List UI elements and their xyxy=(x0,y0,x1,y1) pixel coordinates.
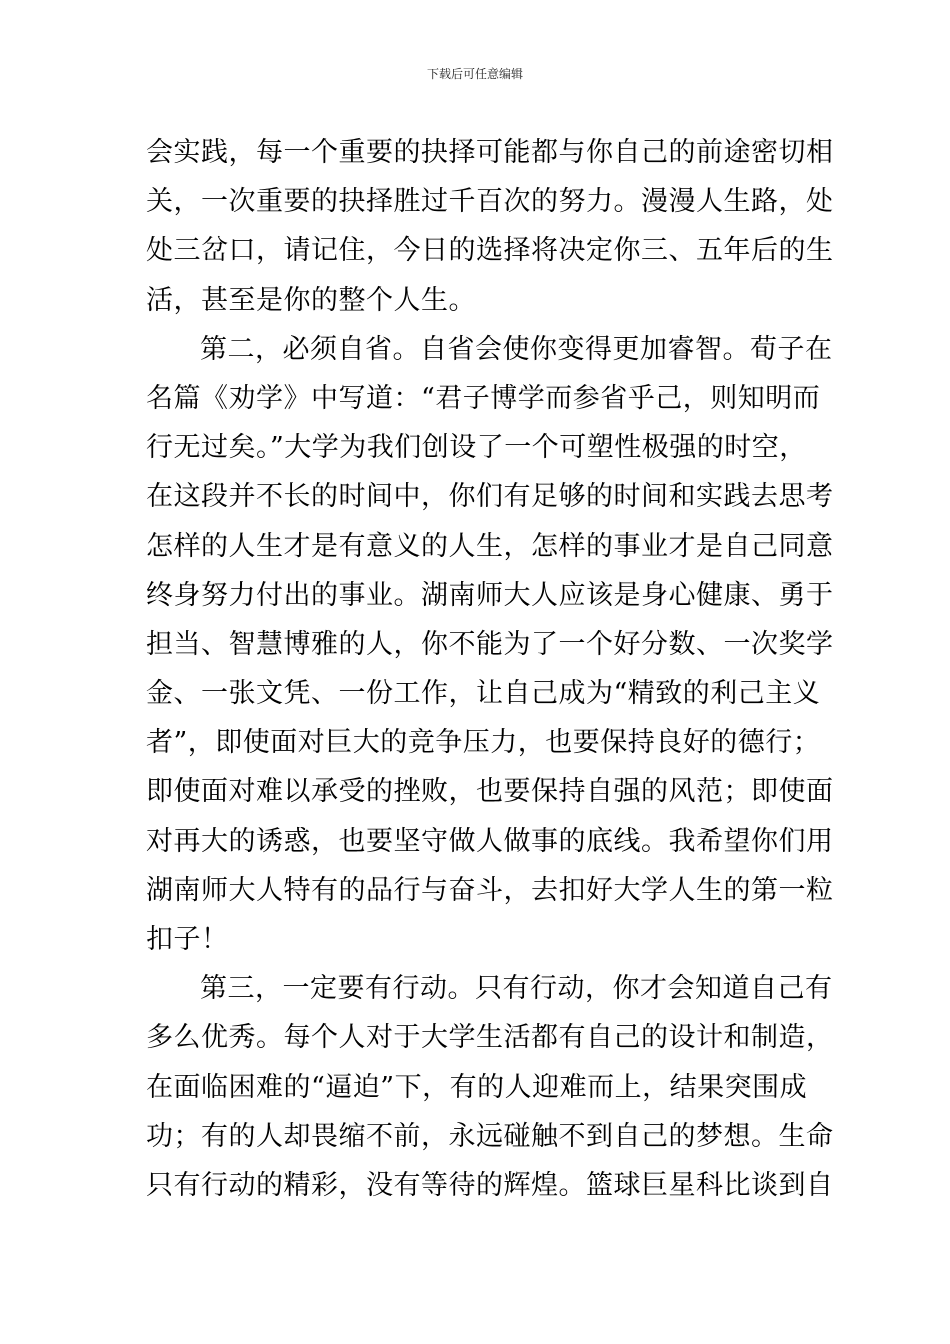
text-line: 在面临困难的“逼迫”下，有的人迎难而上，结果突围成 xyxy=(146,1071,808,1103)
text-line: 关，一次重要的抉择胜过千百次的努力。漫漫人生路，处 xyxy=(146,186,834,218)
text-line: 湖南师大人特有的品行与奋斗，去扣好大学人生的第一粒 xyxy=(146,874,834,906)
text-line: 金、一张文凭、一份工作，让自己成为“精致的利己主义 xyxy=(146,678,821,710)
text-line: 对再大的诱惑，也要坚守做人做事的底线。我希望你们用 xyxy=(146,825,834,857)
text-line: 多么优秀。每个人对于大学生活都有自己的设计和制造， xyxy=(146,1022,834,1054)
text-line: 活，甚至是你的整个人生。 xyxy=(146,284,476,316)
text-line: 处三岔口，请记住，今日的选择将决定你三、五年后的生 xyxy=(146,235,834,267)
text-line: 功；有的人却畏缩不前，永远碰触不到自己的梦想。生命 xyxy=(146,1120,834,1152)
text-line: 扣子！ xyxy=(146,924,229,955)
text-line: 担当、智慧博雅的人，你不能为了一个好分数、一次奖学 xyxy=(146,628,834,660)
text-line: 行无过矣。”大学为我们创设了一个可塑性极强的时空， xyxy=(146,432,807,464)
body-text xyxy=(146,128,834,1210)
text-line: 怎样的人生才是有意义的人生，怎样的事业才是自己同意 xyxy=(146,530,834,562)
text-line: 者”，即使面对巨大的竞争压力，也要保持良好的德行； xyxy=(146,727,821,759)
text-line: 只有行动的精彩，没有等待的辉煌。篮球巨星科比谈到自 xyxy=(146,1169,834,1201)
text-line: 终身努力付出的事业。湖南师大人应该是身心健康、勇于 xyxy=(146,579,834,611)
text-line: 会实践，每一个重要的抉择可能都与你自己的前途密切相 xyxy=(146,137,834,168)
text-line: 即使面对难以承受的挫败，也要保持自强的风范；即使面 xyxy=(146,776,834,808)
page-header: 下载后可任意编辑 xyxy=(426,67,523,81)
text-line: 在这段并不长的时间中，你们有足够的时间和实践去思考 xyxy=(146,481,834,513)
paragraph-first-line: 第三，一定要有行动。只有行动，你才会知道自己有 xyxy=(200,973,833,1005)
paragraph-first-line: 第二，必须自省。自省会使你变得更加睿智。荀子在 xyxy=(200,333,833,365)
text-line: 名篇《劝学》中写道：“君子博学而参省乎己，则知明而 xyxy=(146,382,821,414)
